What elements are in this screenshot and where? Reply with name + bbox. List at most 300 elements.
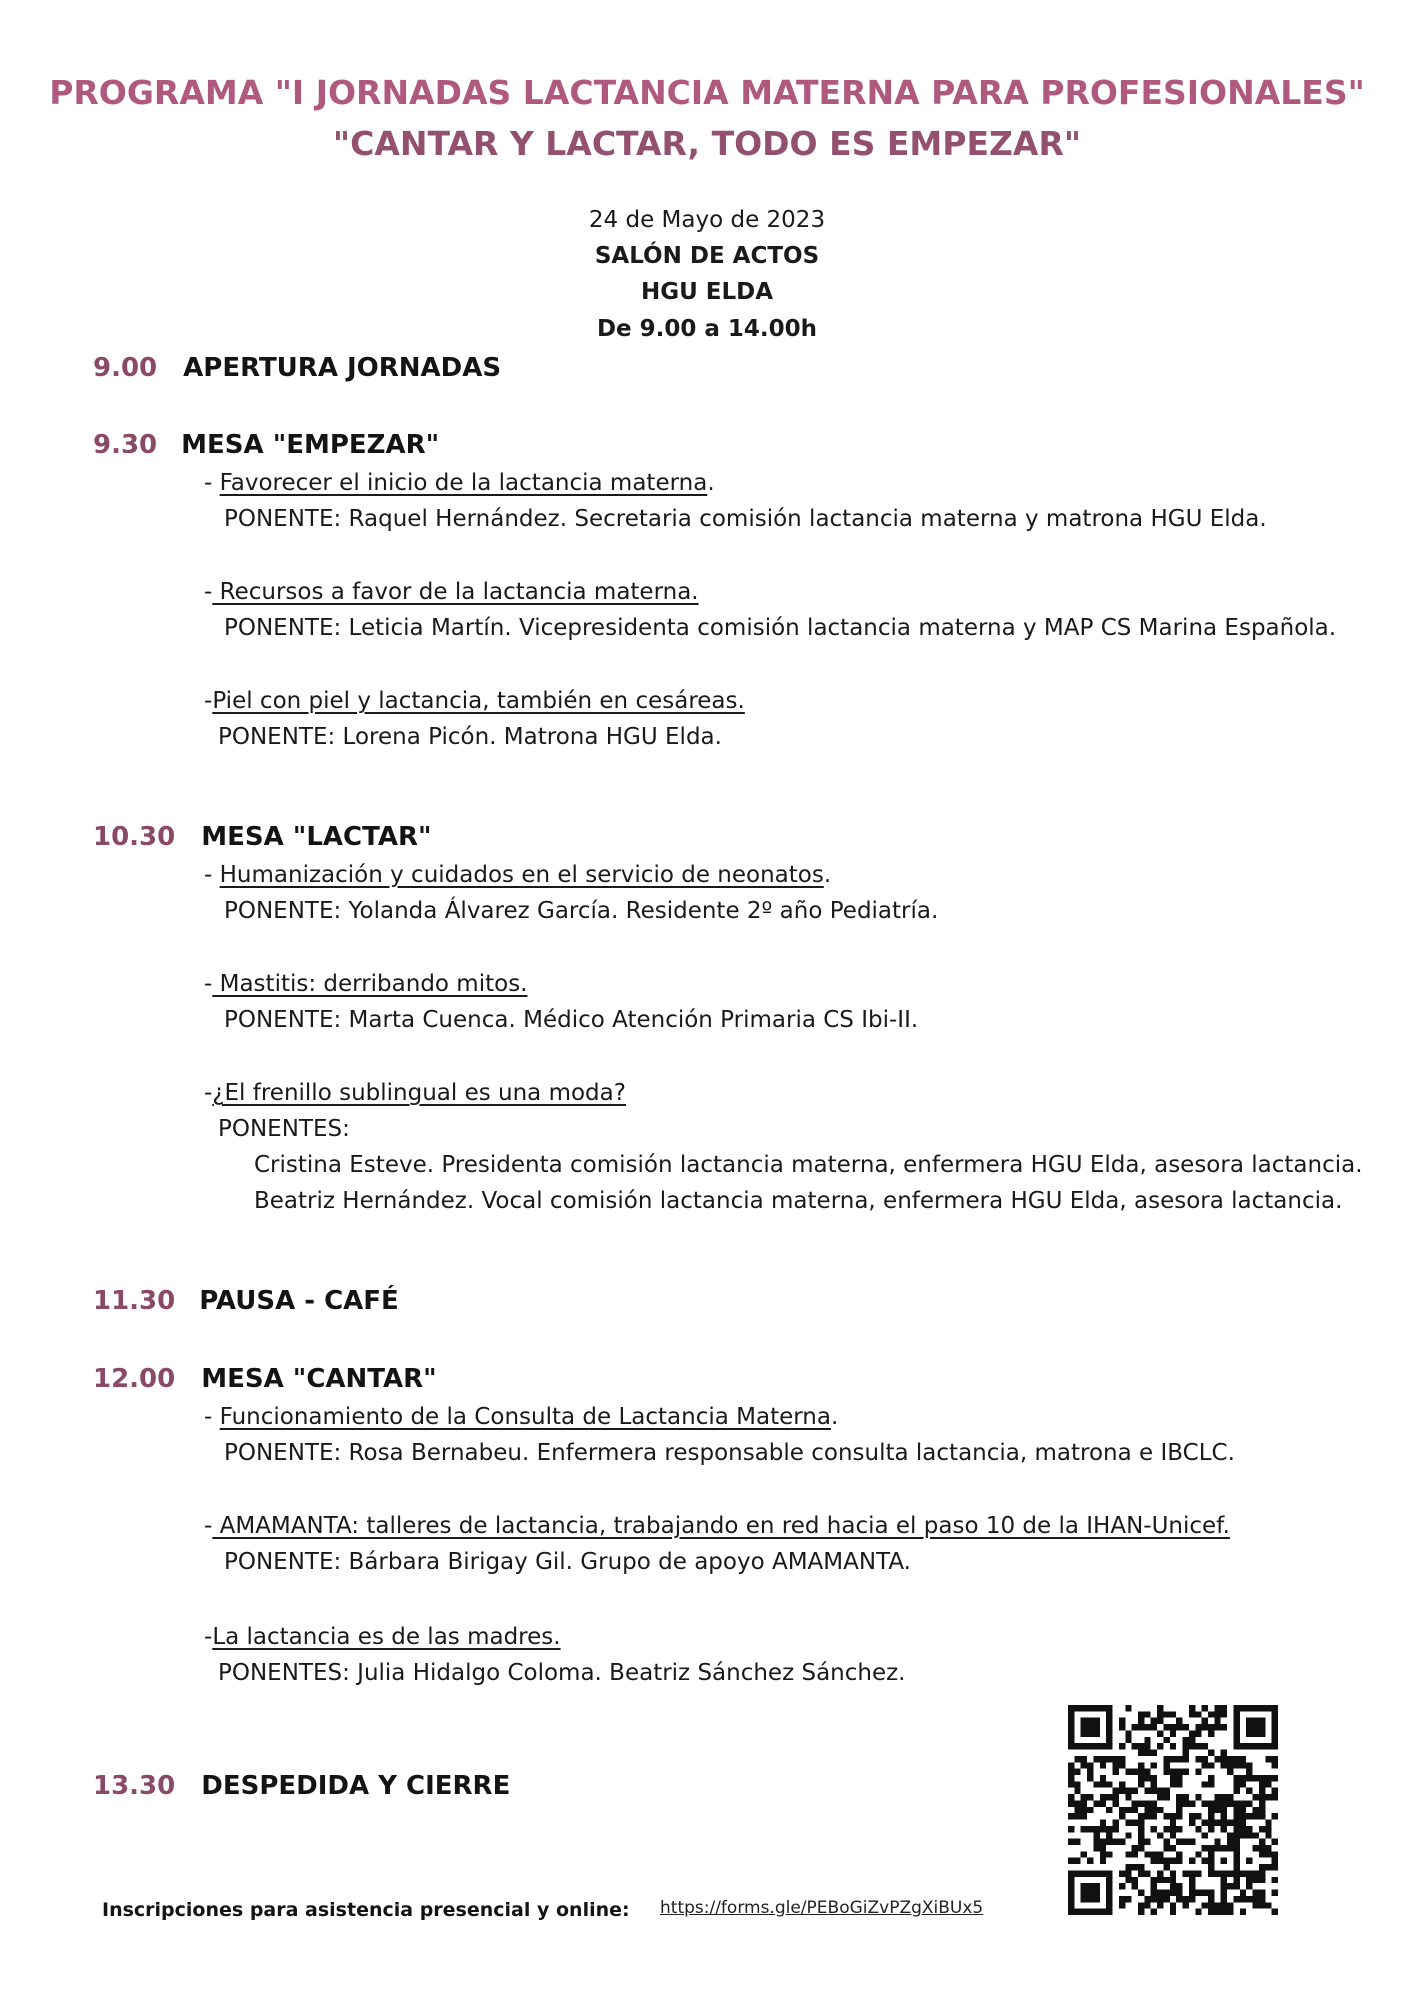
- qr-module: [1195, 1813, 1201, 1819]
- qr-module: [1074, 1769, 1080, 1775]
- talk-speaker: PONENTE: Yolanda Álvarez García. Residente 2º año Pediatría.: [224, 898, 939, 924]
- qr-module: [1119, 1896, 1125, 1902]
- registration-link[interactable]: https://forms.gle/PEBoGiZvPZgXiBUx5: [660, 1898, 984, 1918]
- qr-module: [1093, 1800, 1099, 1806]
- qr-module: [1265, 1826, 1271, 1832]
- qr-module: [1170, 1769, 1176, 1775]
- qr-module: [1214, 1909, 1220, 1915]
- qr-module: [1259, 1839, 1265, 1845]
- qr-module: [1227, 1756, 1233, 1762]
- qr-module: [1138, 1826, 1144, 1832]
- qr-module: [1253, 1832, 1259, 1838]
- qr-module: [1272, 1705, 1278, 1711]
- qr-module: [1106, 1718, 1112, 1724]
- qr-module: [1138, 1820, 1144, 1826]
- qr-module: [1106, 1832, 1112, 1838]
- qr-module: [1233, 1858, 1239, 1864]
- slot-despedida: [93, 1771, 510, 1801]
- qr-module: [1170, 1826, 1176, 1832]
- slot-title: PAUSA - CAFÉ: [199, 1286, 399, 1316]
- qr-module: [1138, 1750, 1144, 1756]
- qr-module: [1119, 1839, 1125, 1845]
- qr-module: [1214, 1724, 1220, 1730]
- slot-title: DESPEDIDA Y CIERRE: [201, 1771, 511, 1801]
- qr-module: [1259, 1870, 1265, 1876]
- qr-module: [1106, 1756, 1112, 1762]
- qr-module: [1081, 1800, 1087, 1806]
- qr-module: [1125, 1794, 1131, 1800]
- qr-module: [1132, 1864, 1138, 1870]
- qr-module: [1119, 1756, 1125, 1762]
- qr-module: [1233, 1896, 1239, 1902]
- qr-module: [1157, 1851, 1163, 1857]
- qr-module: [1214, 1800, 1220, 1806]
- talk-title: - Humanización y cuidados en el servicio de neonatos.: [204, 862, 832, 888]
- qr-module: [1068, 1781, 1074, 1787]
- qr-module: [1233, 1851, 1239, 1857]
- qr-module: [1259, 1775, 1265, 1781]
- qr-module: [1144, 1711, 1150, 1717]
- qr-module: [1106, 1807, 1112, 1813]
- qr-module: [1151, 1718, 1157, 1724]
- qr-module: [1093, 1839, 1099, 1845]
- qr-module: [1144, 1896, 1150, 1902]
- qr-module: [1221, 1762, 1227, 1768]
- qr-module: [1068, 1890, 1074, 1896]
- qr-module: [1106, 1730, 1112, 1736]
- qr-module: [1087, 1870, 1093, 1876]
- qr-module: [1081, 1730, 1087, 1736]
- qr-module: [1074, 1839, 1080, 1845]
- qr-module: [1087, 1896, 1093, 1902]
- qr-module: [1259, 1788, 1265, 1794]
- qr-module: [1163, 1877, 1169, 1883]
- qr-module: [1195, 1909, 1201, 1915]
- qr-module: [1087, 1890, 1093, 1896]
- qr-module: [1221, 1845, 1227, 1851]
- qr-module: [1093, 1730, 1099, 1736]
- qr-module: [1208, 1902, 1214, 1908]
- qr-module: [1068, 1730, 1074, 1736]
- qr-module: [1119, 1902, 1125, 1908]
- qr-module: [1233, 1864, 1239, 1870]
- qr-module: [1144, 1737, 1150, 1743]
- qr-module: [1259, 1902, 1265, 1908]
- qr-module: [1151, 1826, 1157, 1832]
- qr-module: [1233, 1845, 1239, 1851]
- qr-module: [1272, 1756, 1278, 1762]
- qr-module: [1125, 1864, 1131, 1870]
- qr-module: [1100, 1705, 1106, 1711]
- qr-module: [1208, 1807, 1214, 1813]
- qr-module: [1100, 1781, 1106, 1787]
- qr-module: [1272, 1724, 1278, 1730]
- qr-module: [1246, 1896, 1252, 1902]
- qr-module: [1240, 1820, 1246, 1826]
- slot-time: 10.30: [93, 822, 176, 852]
- qr-module: [1240, 1781, 1246, 1787]
- qr-module: [1272, 1877, 1278, 1883]
- qr-module: [1221, 1750, 1227, 1756]
- qr-module: [1189, 1896, 1195, 1902]
- qr-module: [1081, 1718, 1087, 1724]
- qr-module: [1100, 1826, 1106, 1832]
- qr-module: [1202, 1858, 1208, 1864]
- qr-module: [1272, 1737, 1278, 1743]
- qr-module: [1157, 1896, 1163, 1902]
- qr-module: [1195, 1794, 1201, 1800]
- qr-module: [1151, 1775, 1157, 1781]
- qr-module: [1240, 1896, 1246, 1902]
- qr-module: [1221, 1902, 1227, 1908]
- qr-module: [1100, 1870, 1106, 1876]
- qr-module: [1151, 1750, 1157, 1756]
- qr-module: [1202, 1762, 1208, 1768]
- qr-module: [1202, 1718, 1208, 1724]
- qr-module: [1081, 1724, 1087, 1730]
- qr-module: [1272, 1730, 1278, 1736]
- qr-module: [1081, 1807, 1087, 1813]
- qr-module: [1157, 1877, 1163, 1883]
- qr-module: [1227, 1820, 1233, 1826]
- qr-module: [1265, 1832, 1271, 1838]
- qr-module: [1132, 1877, 1138, 1883]
- qr-module: [1183, 1769, 1189, 1775]
- qr-module: [1240, 1870, 1246, 1876]
- qr-module: [1176, 1718, 1182, 1724]
- qr-module: [1214, 1820, 1220, 1826]
- talk-title-text: Piel con piel y lactancia, también en cesáreas.: [212, 688, 745, 714]
- qr-module: [1106, 1890, 1112, 1896]
- qr-module: [1272, 1775, 1278, 1781]
- qr-module: [1246, 1775, 1252, 1781]
- qr-module: [1253, 1890, 1259, 1896]
- qr-module: [1100, 1800, 1106, 1806]
- qr-module: [1221, 1896, 1227, 1902]
- slot-time: 9.00: [93, 353, 158, 383]
- qr-module: [1170, 1902, 1176, 1908]
- qr-module: [1176, 1724, 1182, 1730]
- qr-module: [1246, 1883, 1252, 1889]
- qr-module: [1183, 1750, 1189, 1756]
- qr-module: [1119, 1870, 1125, 1876]
- qr-module: [1202, 1743, 1208, 1749]
- qr-code-icon: [1068, 1705, 1278, 1915]
- qr-module: [1259, 1890, 1265, 1896]
- qr-module: [1138, 1769, 1144, 1775]
- qr-module: [1189, 1813, 1195, 1819]
- qr-module: [1195, 1743, 1201, 1749]
- talk-speaker: PONENTE: Leticia Martín. Vicepresidenta comisión lactancia materna y MAP CS Marina Española.: [224, 615, 1337, 641]
- qr-module: [1253, 1845, 1259, 1851]
- qr-module: [1125, 1788, 1131, 1794]
- qr-module: [1132, 1845, 1138, 1851]
- qr-module: [1221, 1883, 1227, 1889]
- qr-module: [1163, 1794, 1169, 1800]
- event-date: 24 de Mayo de 2023: [588, 207, 826, 233]
- qr-module: [1106, 1724, 1112, 1730]
- qr-module: [1163, 1896, 1169, 1902]
- qr-module: [1163, 1724, 1169, 1730]
- qr-module: [1151, 1800, 1157, 1806]
- talk-title-text: Humanización y cuidados en el servicio de neonatos: [219, 862, 824, 888]
- qr-module: [1183, 1794, 1189, 1800]
- talk-title: -¿El frenillo sublingual es una moda?: [204, 1080, 626, 1106]
- qr-module: [1074, 1756, 1080, 1762]
- qr-module: [1208, 1762, 1214, 1768]
- qr-module: [1227, 1832, 1233, 1838]
- qr-module: [1087, 1909, 1093, 1915]
- talk-title-text: ¿El frenillo sublingual es una moda?: [212, 1080, 626, 1106]
- qr-module: [1144, 1902, 1150, 1908]
- qr-module: [1074, 1813, 1080, 1819]
- talk-title: - Favorecer el inicio de la lactancia materna.: [204, 470, 715, 496]
- qr-module: [1227, 1909, 1233, 1915]
- qr-module: [1227, 1800, 1233, 1806]
- qr-module: [1074, 1743, 1080, 1749]
- qr-module: [1125, 1896, 1131, 1902]
- qr-module: [1132, 1851, 1138, 1857]
- qr-module: [1170, 1870, 1176, 1876]
- qr-module: [1068, 1769, 1074, 1775]
- qr-module: [1132, 1743, 1138, 1749]
- qr-module: [1189, 1870, 1195, 1876]
- qr-module: [1176, 1781, 1182, 1787]
- qr-module: [1138, 1864, 1144, 1870]
- qr-module: [1221, 1877, 1227, 1883]
- qr-module: [1176, 1794, 1182, 1800]
- qr-module: [1259, 1845, 1265, 1851]
- qr-module: [1163, 1788, 1169, 1794]
- qr-module: [1208, 1890, 1214, 1896]
- qr-module: [1246, 1870, 1252, 1876]
- qr-module: [1119, 1788, 1125, 1794]
- qr-module: [1233, 1762, 1239, 1768]
- qr-module: [1170, 1883, 1176, 1889]
- qr-module: [1183, 1724, 1189, 1730]
- qr-module: [1214, 1794, 1220, 1800]
- qr-module: [1106, 1883, 1112, 1889]
- talk-title: - Recursos a favor de la lactancia materna.: [204, 579, 699, 605]
- qr-module: [1202, 1820, 1208, 1826]
- qr-module: [1151, 1883, 1157, 1889]
- qr-module: [1163, 1858, 1169, 1864]
- event-venue: SALÓN DE ACTOS: [594, 243, 820, 269]
- qr-module: [1246, 1705, 1252, 1711]
- qr-module: [1233, 1826, 1239, 1832]
- qr-module: [1208, 1781, 1214, 1787]
- qr-module: [1195, 1870, 1201, 1876]
- qr-module: [1100, 1762, 1106, 1768]
- qr-module: [1068, 1724, 1074, 1730]
- qr-module: [1221, 1756, 1227, 1762]
- event-hospital: HGU ELDA: [640, 279, 774, 305]
- qr-module: [1132, 1807, 1138, 1813]
- qr-module: [1214, 1756, 1220, 1762]
- qr-module: [1246, 1788, 1252, 1794]
- qr-module: [1113, 1820, 1119, 1826]
- qr-module: [1144, 1769, 1150, 1775]
- qr-module: [1081, 1756, 1087, 1762]
- qr-module: [1189, 1705, 1195, 1711]
- qr-module: [1068, 1826, 1074, 1832]
- qr-module: [1246, 1769, 1252, 1775]
- qr-module: [1144, 1800, 1150, 1806]
- qr-module: [1170, 1756, 1176, 1762]
- qr-module: [1163, 1769, 1169, 1775]
- qr-module: [1106, 1737, 1112, 1743]
- qr-module: [1221, 1813, 1227, 1819]
- qr-module: [1125, 1832, 1131, 1838]
- qr-module: [1259, 1813, 1265, 1819]
- qr-module: [1183, 1737, 1189, 1743]
- qr-module: [1132, 1769, 1138, 1775]
- qr-module: [1240, 1762, 1246, 1768]
- qr-module: [1068, 1800, 1074, 1806]
- qr-module: [1157, 1730, 1163, 1736]
- qr-module: [1208, 1909, 1214, 1915]
- qr-module: [1163, 1864, 1169, 1870]
- page-title: PROGRAMA "I JORNADAS LACTANCIA MATERNA PARA PROFESIONALES": [49, 73, 1365, 112]
- qr-module: [1087, 1794, 1093, 1800]
- qr-module: [1195, 1756, 1201, 1762]
- qr-module: [1272, 1711, 1278, 1717]
- qr-module: [1113, 1769, 1119, 1775]
- qr-module: [1163, 1762, 1169, 1768]
- qr-module: [1068, 1718, 1074, 1724]
- slot-apertura: [93, 353, 501, 383]
- qr-module: [1093, 1743, 1099, 1749]
- qr-module: [1151, 1909, 1157, 1915]
- qr-module: [1246, 1826, 1252, 1832]
- qr-module: [1233, 1705, 1239, 1711]
- qr-module: [1074, 1705, 1080, 1711]
- qr-module: [1068, 1762, 1074, 1768]
- qr-module: [1233, 1788, 1239, 1794]
- qr-module: [1132, 1883, 1138, 1889]
- qr-module: [1246, 1718, 1252, 1724]
- qr-module: [1195, 1826, 1201, 1832]
- qr-module: [1183, 1839, 1189, 1845]
- qr-module: [1151, 1896, 1157, 1902]
- qr-module: [1125, 1737, 1131, 1743]
- qr-module: [1183, 1743, 1189, 1749]
- slot-title: MESA "EMPEZAR": [181, 430, 440, 460]
- qr-module: [1074, 1870, 1080, 1876]
- qr-module: [1189, 1877, 1195, 1883]
- qr-module: [1221, 1800, 1227, 1806]
- talk-title: -Piel con piel y lactancia, también en cesáreas.: [204, 688, 745, 714]
- qr-module: [1272, 1718, 1278, 1724]
- qr-module: [1151, 1724, 1157, 1730]
- qr-module: [1170, 1832, 1176, 1838]
- talk-speaker: PONENTE: Rosa Bernabeu. Enfermera responsable consulta lactancia, matrona e IBCLC.: [224, 1440, 1235, 1466]
- qr-module: [1176, 1890, 1182, 1896]
- qr-module: [1074, 1909, 1080, 1915]
- qr-module: [1170, 1813, 1176, 1819]
- qr-module: [1195, 1890, 1201, 1896]
- qr-module: [1138, 1813, 1144, 1819]
- qr-module: [1093, 1724, 1099, 1730]
- talk-title: -La lactancia es de las madres.: [204, 1624, 561, 1650]
- talk-speaker: Cristina Esteve. Presidenta comisión lactancia materna, enfermera HGU Elda, asesora lactancia.: [254, 1152, 1363, 1178]
- qr-module: [1246, 1877, 1252, 1883]
- qr-module: [1138, 1902, 1144, 1908]
- qr-module: [1253, 1877, 1259, 1883]
- qr-module: [1233, 1883, 1239, 1889]
- qr-module: [1125, 1870, 1131, 1876]
- slot-time: 12.00: [93, 1364, 176, 1394]
- qr-module: [1138, 1718, 1144, 1724]
- qr-module: [1253, 1775, 1259, 1781]
- qr-module: [1176, 1813, 1182, 1819]
- qr-module: [1151, 1890, 1157, 1896]
- qr-module: [1233, 1832, 1239, 1838]
- qr-module: [1240, 1832, 1246, 1838]
- talk-title-text: La lactancia es de las madres.: [212, 1624, 561, 1650]
- qr-module: [1272, 1851, 1278, 1857]
- qr-module: [1189, 1839, 1195, 1845]
- qr-module: [1233, 1756, 1239, 1762]
- talk-title-text: Funcionamiento de la Consulta de Lactancia Materna: [219, 1404, 831, 1430]
- qr-module: [1272, 1813, 1278, 1819]
- qr-module: [1144, 1839, 1150, 1845]
- qr-module: [1106, 1902, 1112, 1908]
- qr-module: [1272, 1762, 1278, 1768]
- slot-mesa-empezar: [93, 430, 439, 460]
- qr-module: [1100, 1743, 1106, 1749]
- qr-module: [1125, 1769, 1131, 1775]
- qr-module: [1125, 1851, 1131, 1857]
- qr-module: [1106, 1877, 1112, 1883]
- qr-module: [1233, 1743, 1239, 1749]
- qr-module: [1144, 1724, 1150, 1730]
- qr-module: [1214, 1845, 1220, 1851]
- qr-module: [1170, 1743, 1176, 1749]
- qr-module: [1272, 1858, 1278, 1864]
- qr-module: [1138, 1775, 1144, 1781]
- qr-module: [1246, 1724, 1252, 1730]
- qr-module: [1093, 1718, 1099, 1724]
- qr-module: [1240, 1909, 1246, 1915]
- qr-module: [1093, 1832, 1099, 1838]
- qr-module: [1183, 1896, 1189, 1902]
- qr-module: [1087, 1724, 1093, 1730]
- qr-module: [1265, 1864, 1271, 1870]
- qr-module: [1138, 1724, 1144, 1730]
- qr-module: [1240, 1705, 1246, 1711]
- qr-module: [1195, 1711, 1201, 1717]
- qr-module: [1144, 1807, 1150, 1813]
- qr-module: [1093, 1756, 1099, 1762]
- qr-module: [1176, 1851, 1182, 1857]
- qr-module: [1081, 1909, 1087, 1915]
- qr-module: [1138, 1845, 1144, 1851]
- qr-module: [1100, 1820, 1106, 1826]
- qr-module: [1240, 1890, 1246, 1896]
- qr-module: [1208, 1711, 1214, 1717]
- qr-module: [1151, 1858, 1157, 1864]
- qr-module: [1265, 1794, 1271, 1800]
- qr-module: [1221, 1870, 1227, 1876]
- qr-module: [1157, 1718, 1163, 1724]
- qr-module: [1208, 1851, 1214, 1857]
- qr-module: [1214, 1807, 1220, 1813]
- talk-speaker: PONENTE: Marta Cuenca. Médico Atención Primaria CS Ibi-II.: [224, 1007, 919, 1033]
- qr-module: [1176, 1896, 1182, 1902]
- qr-module: [1119, 1762, 1125, 1768]
- qr-module: [1259, 1864, 1265, 1870]
